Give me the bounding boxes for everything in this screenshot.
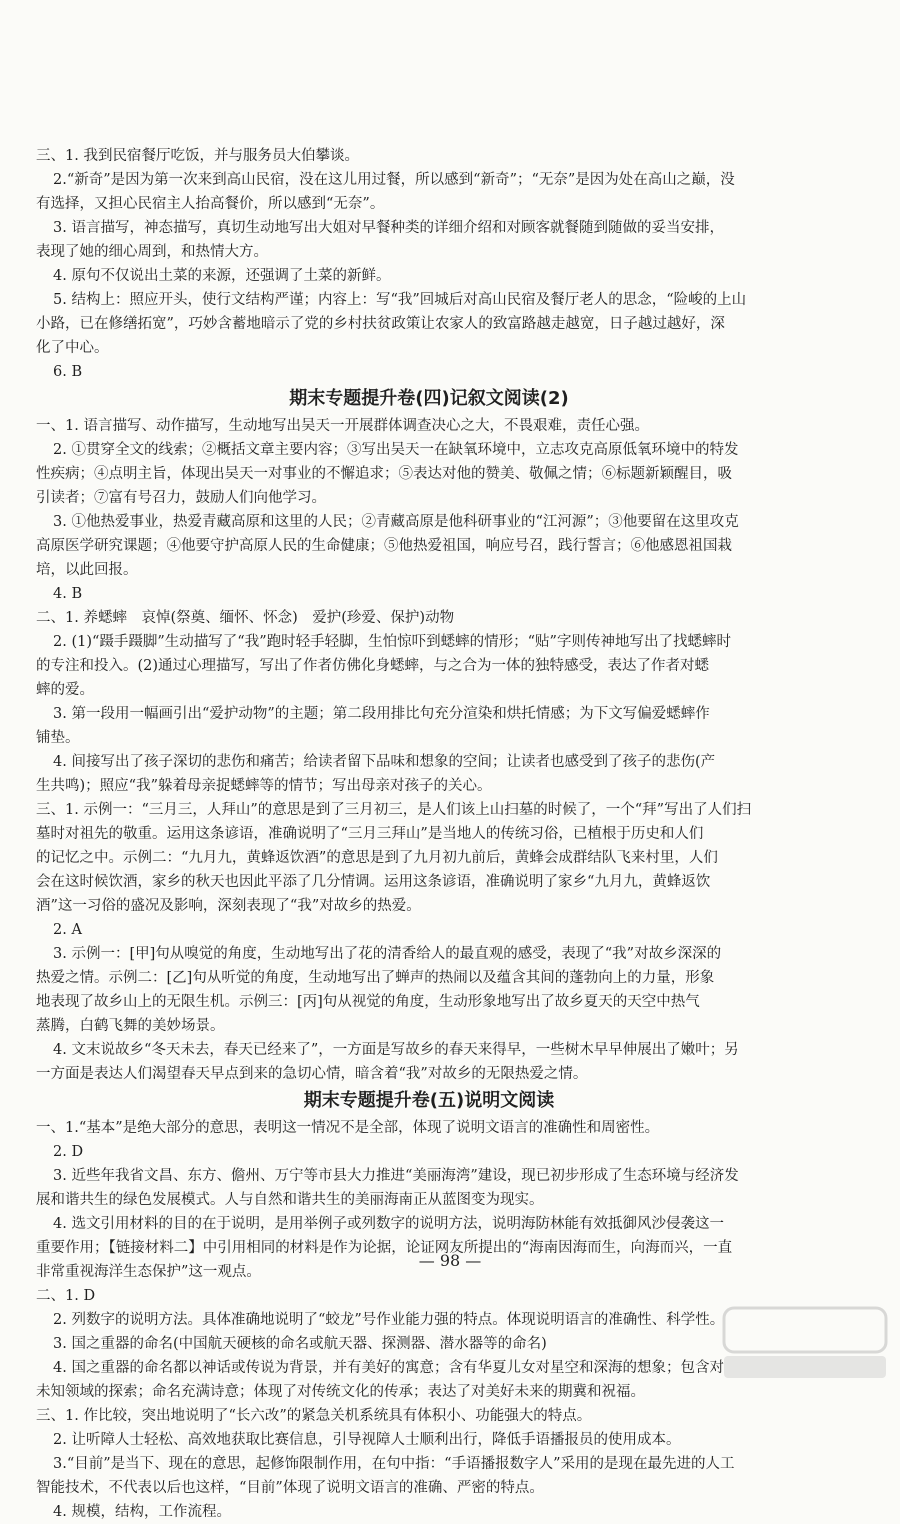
answer-line: 有选择，又担心民宿主人抬高餐价，所以感到“无奈”。 <box>36 196 385 212</box>
answer-line: 4. 间接写出了孩子深切的悲伤和痛苦；给读者留下品味和想象的空间；让读者也感受到了孩子的悲伤(产 <box>53 754 716 770</box>
answer-line: 铺垫。 <box>36 730 80 746</box>
answer-line: 一、1.“基本”是绝大部分的意思，表明这一情况不是全部，体现了说明文语言的准确性和周密性。 <box>36 1120 660 1136</box>
answer-line: 4. B <box>53 586 83 602</box>
answer-line: 引读者；⑦富有号召力，鼓励人们向他学习。 <box>36 490 326 506</box>
answer-line: 墓时对祖先的敬重。运用这条谚语，准确说明了“三月三拜山”是当地人的传统习俗，已植根于历史和人们 <box>36 826 704 842</box>
answer-line: 4. 规模，结构，工作流程。 <box>53 1504 231 1520</box>
answer-line: 生共鸣)；照应“我”躲着母亲捉蟋蟀等的情节；写出母亲对孩子的关心。 <box>36 778 492 794</box>
answer-line: 一方面是表达人们渴望春天早点到来的急切心情，暗含着“我”对故乡的无限热爱之情。 <box>36 1066 588 1082</box>
answer-line: 热爱之情。示例二：[乙]句从听觉的角度，生动地写出了蝉声的热闹以及蕴含其间的蓬勃向上的力量，形象 <box>36 970 715 986</box>
answer-line: 3. 示例一：[甲]句从嗅觉的角度，生动地写出了花的清香给人的最直观的感受，表现了“我”对故乡深深的 <box>53 946 722 962</box>
answer-line: 三、1. 作比较，突出地说明了“长六改”的紧急关机系统具有体积小、功能强大的特点。 <box>36 1408 592 1424</box>
answer-line: 三、1. 我到民宿餐厅吃饭，并与服务员大伯攀谈。 <box>36 148 359 164</box>
answer-line: 化了中心。 <box>36 340 109 356</box>
answer-line: 3.“目前”是当下、现在的意思，起修饰限制作用，在句中指：“手语播报数字人”采用的是现在最先进的人工 <box>53 1456 735 1472</box>
answer-line: 会在这时候饮酒，家乡的秋天也因此平添了几分情调。运用这条谚语，准确说明了家乡“九月九，黄蜂返饮 <box>36 874 711 890</box>
answer-line: 蒸腾，白鹤飞舞的美妙场景。 <box>36 1018 225 1034</box>
answer-line: 表现了她的细心周到，和热情大方。 <box>36 244 268 260</box>
answer-line: 高原医学研究课题；④他要守护高原人民的生命健康；⑤他热爱祖国，响应号召，践行誓言；⑥他感恩祖国栽 <box>36 538 732 554</box>
answer-line: 小路，已在修缮拓宽”，巧妙含蓄地暗示了党的乡村扶贫政策让农家人的致富路越走越宽，日子越过越好，深 <box>36 316 725 332</box>
answer-line: 4. 文末说故乡“冬天未去，春天已经来了”，一方面是写故乡的春天来得早，一些树木早早伸展出了嫩叶；另 <box>53 1042 739 1058</box>
answer-line: 地表现了故乡山上的无限生机。示例三：[丙]句从视觉的角度，生动形象地写出了故乡夏天的天空中热气 <box>36 994 700 1010</box>
answer-line: 重要作用；【链接材料二】中引用相同的材料是作为论据，论证网友所提出的“海南因海而生，向海而兴，一直 <box>36 1240 733 1256</box>
answer-line: 2. 让听障人士轻松、高效地获取比赛信息，引导视障人士顺利出行，降低手语播报员的使用成本。 <box>53 1432 681 1448</box>
answer-line: 的记忆之中。示例二：“九月九，黄蜂返饮酒”的意思是到了九月初九前后，黄蜂会成群结队飞来村里，人们 <box>36 850 718 866</box>
answer-line: 2. D <box>53 1144 84 1160</box>
page-number: — 98 — <box>418 1251 482 1270</box>
section-heading: 期末专题提升卷(四)记叙文阅读(2) <box>289 388 569 409</box>
answer-line: 3. 近些年我省文昌、东方、儋州、万宁等市县大力推进“美丽海湾”建设，现已初步形成了生态环境与经济发 <box>53 1168 739 1184</box>
answer-line: 2. ①贯穿全文的线索；②概括文章主要内容；③写出吴天一在缺氧环境中，立志攻克高原低氧环境中的特发 <box>53 442 739 458</box>
answer-line: 二、1. 养蟋蟀 哀悼(祭奠、缅怀、怀念) 爱护(珍爱、保护)动物 <box>36 610 455 626</box>
answer-line: 2. (1)“蹑手蹑脚”生动描写了“我”跑时轻手轻脚，生怕惊吓到蟋蟀的情形；“贴”字则传神地写出了找蟋蟀时 <box>53 634 731 650</box>
answer-line: 2. 列数字的说明方法。具体准确地说明了“蛟龙”号作业能力强的特点。体现说明语言的准确性、科学性。 <box>53 1312 725 1328</box>
answer-line: 性疾病；④点明主旨，体现出吴天一对事业的不懈追求；⑤表达对他的赞美、敬佩之情；⑥标题新颖醒目，吸 <box>36 466 732 482</box>
watermark-logo <box>720 1302 890 1382</box>
answer-line: 4. 原句不仅说出土菜的来源，还强调了土菜的新鲜。 <box>53 268 391 284</box>
answer-line: 的专注和投入。(2)通过心理描写，写出了作者仿佛化身蟋蟀，与之合为一体的独特感受，表达了作者对蟋 <box>36 658 710 674</box>
answer-line: 4. 国之重器的命名都以神话或传说为背景，并有美好的寓意；含有华夏儿女对星空和深海的想象；包含对 <box>53 1360 724 1376</box>
answer-line: 展和谐共生的绿色发展模式。人与自然和谐共生的美丽海南正从蓝图变为现实。 <box>36 1192 544 1208</box>
answer-line: 培，以此回报。 <box>36 562 138 578</box>
section-heading: 期末专题提升卷(五)说明文阅读 <box>303 1090 555 1111</box>
answer-page <box>36 144 822 1524</box>
answer-line: 蟀的爱。 <box>36 682 94 698</box>
answer-line: 6. B <box>53 364 83 380</box>
answer-line: 智能技术，不代表以后也这样，“目前”体现了说明文语言的准确、严密的特点。 <box>36 1480 544 1496</box>
answer-line: 4. 选文引用材料的目的在于说明，是用举例子或列数字的说明方法，说明海防林能有效抵御风沙侵袭这一 <box>53 1216 724 1232</box>
answer-line: 一、1. 语言描写、动作描写，生动地写出吴天一开展群体调查决心之大，不畏艰难，责任心强。 <box>36 418 649 434</box>
answer-line: 非常重视海洋生态保护”这一观点。 <box>36 1264 261 1280</box>
answer-line: 未知领域的探索；命名充满诗意；体现了对传统文化的传承；表达了对美好未来的期冀和祝福。 <box>36 1384 645 1400</box>
answer-line: 3. 国之重器的命名(中国航天硬核的命名或航天器、探测器、潜水器等的命名) <box>53 1336 547 1352</box>
answer-line: 3. ①他热爱事业，热爱青藏高原和这里的人民；②青藏高原是他科研事业的“江河源”；③他要留在这里攻克 <box>53 514 739 530</box>
answer-line: 5. 结构上：照应开头，使行文结构严谨；内容上：写“我”回城后对高山民宿及餐厅老人的思念，“险峻的上山 <box>53 292 747 308</box>
answer-line: 二、1. D <box>36 1288 96 1304</box>
answer-line: 3. 语言描写，神态描写，真切生动地写出大姐对早餐种类的详细介绍和对顾客就餐随到随做的妥当安排， <box>53 220 724 236</box>
answer-line: 3. 第一段用一幅画引出“爱护动物”的主题；第二段用排比句充分渲染和烘托情感；为下文写偏爱蟋蟀作 <box>53 706 710 722</box>
answer-line: 2. A <box>53 922 82 938</box>
answer-line: 酒”这一习俗的盛况及影响，深刻表现了“我”对故乡的热爱。 <box>36 898 421 914</box>
answer-line: 2.“新奇”是因为第一次来到高山民宿，没在这儿用过餐，所以感到“新奇”；“无奈”是因为处在高山之巅，没 <box>53 172 735 188</box>
answer-line: 三、1. 示例一：“三月三，人拜山”的意思是到了三月初三，是人们该上山扫墓的时候了，一个“拜”写出了人们扫 <box>36 802 752 818</box>
